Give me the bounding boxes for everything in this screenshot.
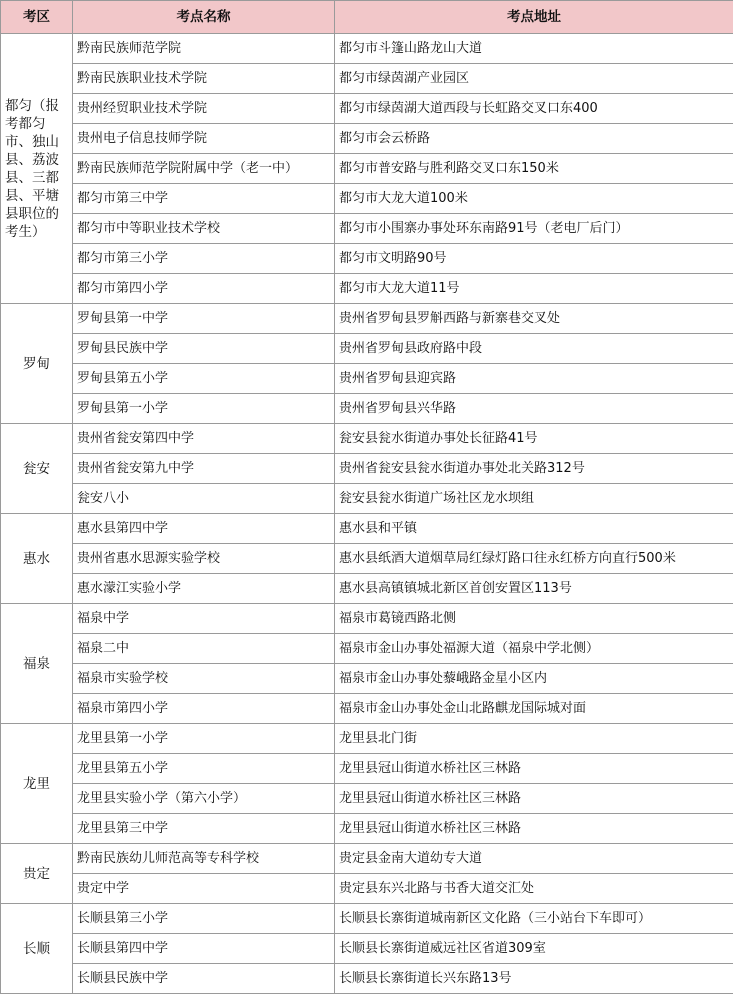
region-cell-huishui: 惠水 [1, 514, 73, 604]
site-name: 罗甸县民族中学 [73, 334, 335, 364]
table-row [1, 814, 733, 844]
site-name: 贵州电子信息技师学院 [73, 124, 335, 154]
site-address: 长顺县长寨街道城南新区文化路（三小站台下车即可） [335, 904, 733, 934]
site-name: 贵定中学 [73, 874, 335, 904]
site-name: 都匀市中等职业技术学校 [73, 214, 335, 244]
site-name: 惠水濛江实验小学 [73, 574, 335, 604]
region-cell-duyun: 都匀（报考都匀市、独山县、荔波县、三都县、平塘县职位的考生） [1, 34, 73, 304]
table-row [1, 244, 733, 274]
table-row [1, 364, 733, 394]
site-name: 瓮安八小 [73, 484, 335, 514]
table-row [1, 634, 733, 664]
region-cell-longli: 龙里 [1, 724, 73, 844]
table-row [1, 394, 733, 424]
site-address: 都匀市绿茵湖大道西段与长虹路交叉口东400 [335, 94, 733, 124]
site-name: 都匀市第三中学 [73, 184, 335, 214]
site-name: 贵州省惠水思源实验学校 [73, 544, 335, 574]
site-name: 贵州省瓮安第九中学 [73, 454, 335, 484]
site-name: 罗甸县第一中学 [73, 304, 335, 334]
site-name: 都匀市第四小学 [73, 274, 335, 304]
table-row [1, 484, 733, 514]
region-cell-changshun: 长顺 [1, 904, 73, 994]
table-row [1, 664, 733, 694]
table-row [1, 964, 733, 994]
table-row [1, 694, 733, 724]
table-row [1, 874, 733, 904]
table-row [1, 934, 733, 964]
site-address: 贵州省罗甸县兴华路 [335, 394, 733, 424]
table-row [1, 754, 733, 784]
table-row [1, 724, 733, 754]
site-address: 惠水县高镇镇城北新区首创安置区113号 [335, 574, 733, 604]
site-address: 福泉市金山办事处藜峨路金星小区内 [335, 664, 733, 694]
site-address: 都匀市大龙大道100米 [335, 184, 733, 214]
table-row [1, 904, 733, 934]
table-row [1, 574, 733, 604]
region-cell-fuquan: 福泉 [1, 604, 73, 724]
site-address: 都匀市会云桥路 [335, 124, 733, 154]
site-address: 福泉市金山办事处金山北路麒龙国际城对面 [335, 694, 733, 724]
header-row [1, 1, 733, 34]
site-name: 龙里县第三中学 [73, 814, 335, 844]
site-name: 惠水县第四中学 [73, 514, 335, 544]
site-address: 龙里县冠山街道水桥社区三林路 [335, 814, 733, 844]
table-body [1, 34, 733, 994]
table-row [1, 64, 733, 94]
site-name: 贵州经贸职业技术学院 [73, 94, 335, 124]
table-row [1, 424, 733, 454]
site-address: 瓮安县瓮水街道办事处长征路41号 [335, 424, 733, 454]
site-address: 龙里县冠山街道水桥社区三林路 [335, 754, 733, 784]
site-name: 龙里县实验小学（第六小学） [73, 784, 335, 814]
table-row [1, 34, 733, 64]
header-site-name: 考点名称 [73, 1, 335, 34]
site-name: 福泉中学 [73, 604, 335, 634]
site-name: 黔南民族幼儿师范高等专科学校 [73, 844, 335, 874]
site-address: 贵定县金南大道幼专大道 [335, 844, 733, 874]
table-row [1, 154, 733, 184]
table-row [1, 514, 733, 544]
site-address: 贵定县东兴北路与书香大道交汇处 [335, 874, 733, 904]
site-address: 福泉市金山办事处福源大道（福泉中学北侧） [335, 634, 733, 664]
site-name: 罗甸县第五小学 [73, 364, 335, 394]
site-address: 都匀市普安路与胜利路交叉口东150米 [335, 154, 733, 184]
site-address: 惠水县和平镇 [335, 514, 733, 544]
site-name: 长顺县民族中学 [73, 964, 335, 994]
site-name: 罗甸县第一小学 [73, 394, 335, 424]
site-address: 都匀市小围寨办事处环东南路91号（老电厂后门） [335, 214, 733, 244]
site-name: 长顺县第三小学 [73, 904, 335, 934]
table-row [1, 94, 733, 124]
header-site-address: 考点地址 [335, 1, 733, 34]
table-row [1, 214, 733, 244]
site-address: 都匀市文明路90号 [335, 244, 733, 274]
site-address: 都匀市大龙大道11号 [335, 274, 733, 304]
table-row [1, 184, 733, 214]
site-name: 黔南民族师范学院 [73, 34, 335, 64]
table-row [1, 454, 733, 484]
site-name: 长顺县第四中学 [73, 934, 335, 964]
site-address: 惠水县纸酒大道烟草局红绿灯路口往永红桥方向直行500米 [335, 544, 733, 574]
site-name: 黔南民族职业技术学院 [73, 64, 335, 94]
table-row [1, 844, 733, 874]
region-cell-wengan: 瓮安 [1, 424, 73, 514]
site-address: 都匀市斗篷山路龙山大道 [335, 34, 733, 64]
site-name: 黔南民族师范学院附属中学（老一中） [73, 154, 335, 184]
region-cell-luodian: 罗甸 [1, 304, 73, 424]
site-address: 贵州省罗甸县罗斛西路与新寨巷交叉处 [335, 304, 733, 334]
region-cell-guiding: 贵定 [1, 844, 73, 904]
site-address: 贵州省瓮安县瓮水街道办事处北关路312号 [335, 454, 733, 484]
table-row [1, 604, 733, 634]
site-name: 福泉市第四小学 [73, 694, 335, 724]
site-address: 都匀市绿茵湖产业园区 [335, 64, 733, 94]
table-row [1, 274, 733, 304]
site-address: 长顺县长寨街道长兴东路13号 [335, 964, 733, 994]
site-name: 福泉市实验学校 [73, 664, 335, 694]
site-name: 贵州省瓮安第四中学 [73, 424, 335, 454]
site-address: 贵州省罗甸县迎宾路 [335, 364, 733, 394]
site-address: 龙里县北门街 [335, 724, 733, 754]
site-name: 龙里县第五小学 [73, 754, 335, 784]
table-row [1, 124, 733, 154]
site-address: 龙里县冠山街道水桥社区三林路 [335, 784, 733, 814]
table-row [1, 304, 733, 334]
site-address: 长顺县长寨街道威远社区省道309室 [335, 934, 733, 964]
table-row [1, 544, 733, 574]
site-address: 贵州省罗甸县政府路中段 [335, 334, 733, 364]
site-name: 龙里县第一小学 [73, 724, 335, 754]
site-address: 福泉市葛镜西路北侧 [335, 604, 733, 634]
site-name: 福泉二中 [73, 634, 335, 664]
site-name: 都匀市第三小学 [73, 244, 335, 274]
table-row [1, 334, 733, 364]
table-row [1, 784, 733, 814]
header-region: 考区 [1, 1, 73, 34]
site-address: 瓮安县瓮水街道广场社区龙水坝组 [335, 484, 733, 514]
